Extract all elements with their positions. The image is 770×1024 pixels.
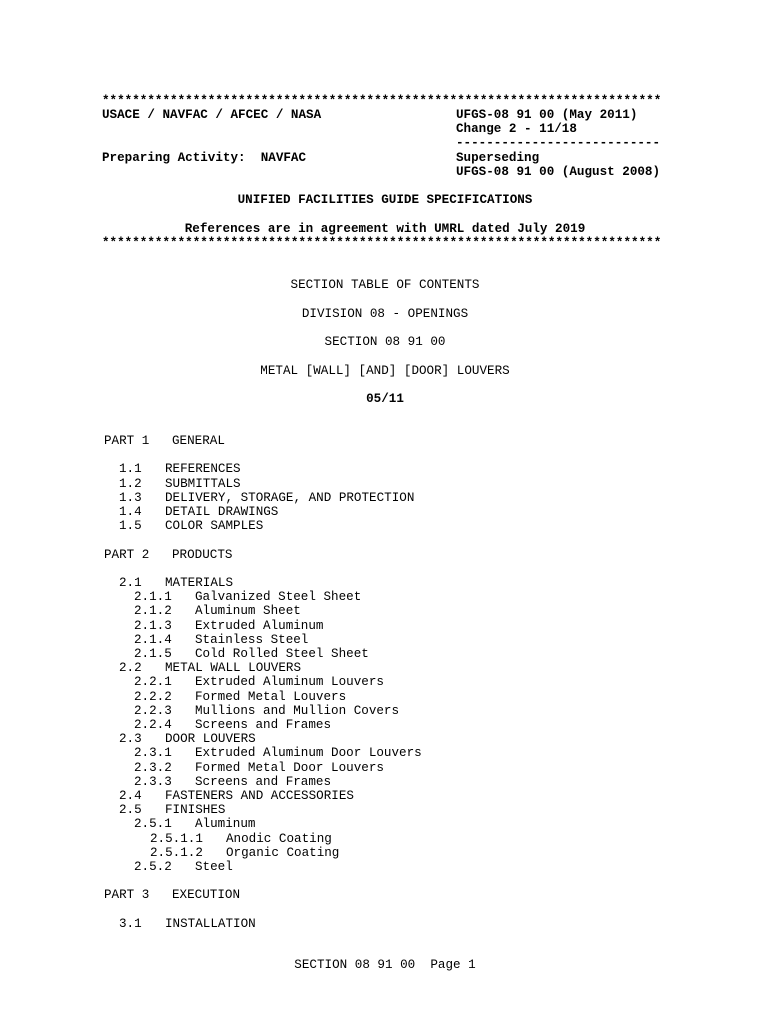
toc-item — [0, 803, 770, 817]
division-heading: DIVISION 08 - OPENINGS — [301, 307, 469, 321]
toc-item-number: 2.5.2 — [134, 860, 172, 874]
toc-item — [0, 633, 770, 647]
toc-item — [0, 590, 770, 604]
toc-item-title: Formed Metal Door Louvers — [195, 760, 384, 775]
superseding-label: Superseding — [456, 151, 540, 165]
toc-part-title: GENERAL — [172, 434, 225, 448]
toc-item-title: Aluminum Sheet — [195, 604, 301, 619]
star-rule-top: ************************************************************************** — [102, 94, 662, 108]
toc-item-title: Extruded Aluminum Louvers — [195, 675, 384, 690]
toc-title: SECTION TABLE OF CONTENTS — [290, 278, 480, 292]
references-note: References are in agreement with UMRL dated July 2019 — [184, 222, 586, 236]
toc-item-title: Aluminum — [195, 817, 256, 832]
toc-item-title: COLOR SAMPLES — [165, 519, 264, 534]
toc-item-number: 2.3.1 — [134, 746, 172, 761]
preparing-activity: Preparing Activity: NAVFAC — [102, 151, 307, 165]
toc-item-title: SUBMITTALS — [165, 476, 241, 491]
toc-part-1 — [0, 434, 770, 448]
toc-item-title: FASTENERS AND ACCESSORIES — [165, 789, 354, 803]
toc-item-number: 2.5.1 — [134, 817, 172, 832]
toc-item — [0, 477, 770, 491]
toc-item — [0, 619, 770, 633]
toc-item-number: 2.2 — [119, 661, 142, 676]
toc-item-number: 2.3 — [119, 732, 142, 747]
toc-item-title: Stainless Steel — [195, 632, 309, 647]
toc-item — [0, 604, 770, 618]
toc-item-number: 1.1 — [119, 462, 142, 477]
toc-item-title: Screens and Frames — [195, 718, 332, 732]
toc-item — [0, 462, 770, 476]
change-label: Change 2 - 11/18 — [456, 122, 577, 136]
toc-part-title: PRODUCTS — [172, 547, 233, 562]
section-date: 05/11 — [366, 392, 404, 406]
toc-item-title: Anodic Coating — [226, 831, 332, 846]
toc-item-number: 2.3.3 — [134, 774, 172, 789]
toc-item-title: Formed Metal Louvers — [195, 689, 347, 704]
superseded-id: UFGS-08 91 00 (August 2008) — [456, 165, 661, 179]
toc-item-title: FINISHES — [165, 803, 226, 818]
toc-item-title: DOOR LOUVERS — [165, 732, 256, 747]
toc-part-number: PART 2 — [104, 547, 150, 562]
toc-part-number: PART 1 — [104, 434, 150, 448]
toc-item-number: 2.2.4 — [134, 718, 172, 732]
agencies-label: USACE / NAVFAC / AFCEC / NASA — [102, 108, 322, 122]
toc-part-number: PART 3 — [104, 888, 150, 903]
toc-item-number: 1.3 — [119, 490, 142, 505]
toc-item — [0, 832, 770, 846]
toc-item — [0, 519, 770, 533]
toc-item — [0, 732, 770, 746]
toc-item-title: Organic Coating — [226, 845, 340, 860]
toc-item — [0, 647, 770, 661]
toc-item-number: 1.4 — [119, 505, 142, 519]
toc-part-2 — [0, 548, 770, 562]
toc-item-title: MATERIALS — [165, 576, 234, 590]
toc-part-3 — [0, 888, 770, 902]
ufgs-id: UFGS-08 91 00 (May 2011) — [456, 108, 638, 122]
page-footer: SECTION 08 91 00 Page 1 — [294, 958, 476, 972]
toc-item-number: 2.5 — [119, 803, 142, 818]
toc-item-number: 2.2.3 — [134, 703, 172, 718]
toc-item — [0, 746, 770, 760]
toc-item — [0, 576, 770, 590]
toc-item — [0, 690, 770, 704]
toc-item — [0, 661, 770, 675]
toc-item-number: 2.5.1.2 — [150, 845, 203, 860]
toc-item — [0, 505, 770, 519]
toc-item-number: 3.1 — [119, 916, 142, 931]
ufgs-title: UNIFIED FACILITIES GUIDE SPECIFICATIONS — [237, 193, 533, 207]
toc-item-number: 2.2.1 — [134, 675, 172, 690]
toc-item-number: 2.1.2 — [134, 604, 172, 619]
toc-item-number: 2.2.2 — [134, 689, 172, 704]
toc-item — [0, 491, 770, 505]
toc-item-title: METAL WALL LOUVERS — [165, 661, 302, 676]
toc-item-title: REFERENCES — [165, 462, 241, 477]
toc-item-title: DELIVERY, STORAGE, AND PROTECTION — [165, 490, 415, 505]
toc-item-number: 1.2 — [119, 476, 142, 491]
toc-item-number: 1.5 — [119, 519, 142, 534]
toc-item — [0, 675, 770, 689]
toc-item-number: 2.1.1 — [134, 590, 172, 605]
section-number: SECTION 08 91 00 — [324, 335, 446, 349]
toc-item-title: Mullions and Mullion Covers — [195, 703, 400, 718]
toc-item-number: 2.1 — [119, 576, 142, 590]
toc-item — [0, 704, 770, 718]
toc-item-title: Galvanized Steel Sheet — [195, 590, 362, 605]
toc-item — [0, 846, 770, 860]
toc-item — [0, 718, 770, 732]
toc-item-title: Extruded Aluminum — [195, 618, 324, 633]
toc-item-title: Steel — [195, 860, 233, 874]
toc-item-title: Screens and Frames — [195, 774, 332, 789]
toc-item-number: 2.3.2 — [134, 760, 172, 775]
toc-item-number: 2.5.1.1 — [150, 831, 203, 846]
toc-item — [0, 761, 770, 775]
toc-item — [0, 817, 770, 831]
toc-item — [0, 860, 770, 874]
toc-item-number: 2.4 — [119, 789, 142, 803]
toc-item-number: 2.1.3 — [134, 618, 172, 633]
toc-item — [0, 917, 770, 931]
toc-item — [0, 775, 770, 789]
toc-item-number: 2.1.5 — [134, 647, 172, 661]
star-rule-bottom: ************************************************************************** — [102, 236, 662, 250]
toc-item-title: Extruded Aluminum Door Louvers — [195, 746, 422, 761]
toc-item-title: INSTALLATION — [165, 916, 256, 931]
toc-item-title: Cold Rolled Steel Sheet — [195, 647, 369, 661]
dash-rule: --------------------------- — [456, 136, 661, 150]
toc-item-title: DETAIL DRAWINGS — [165, 505, 279, 519]
toc-item — [0, 789, 770, 803]
section-title: METAL [WALL] [AND] [DOOR] LOUVERS — [260, 364, 510, 378]
toc-item-number: 2.1.4 — [134, 632, 172, 647]
toc-part-title: EXECUTION — [172, 888, 241, 903]
